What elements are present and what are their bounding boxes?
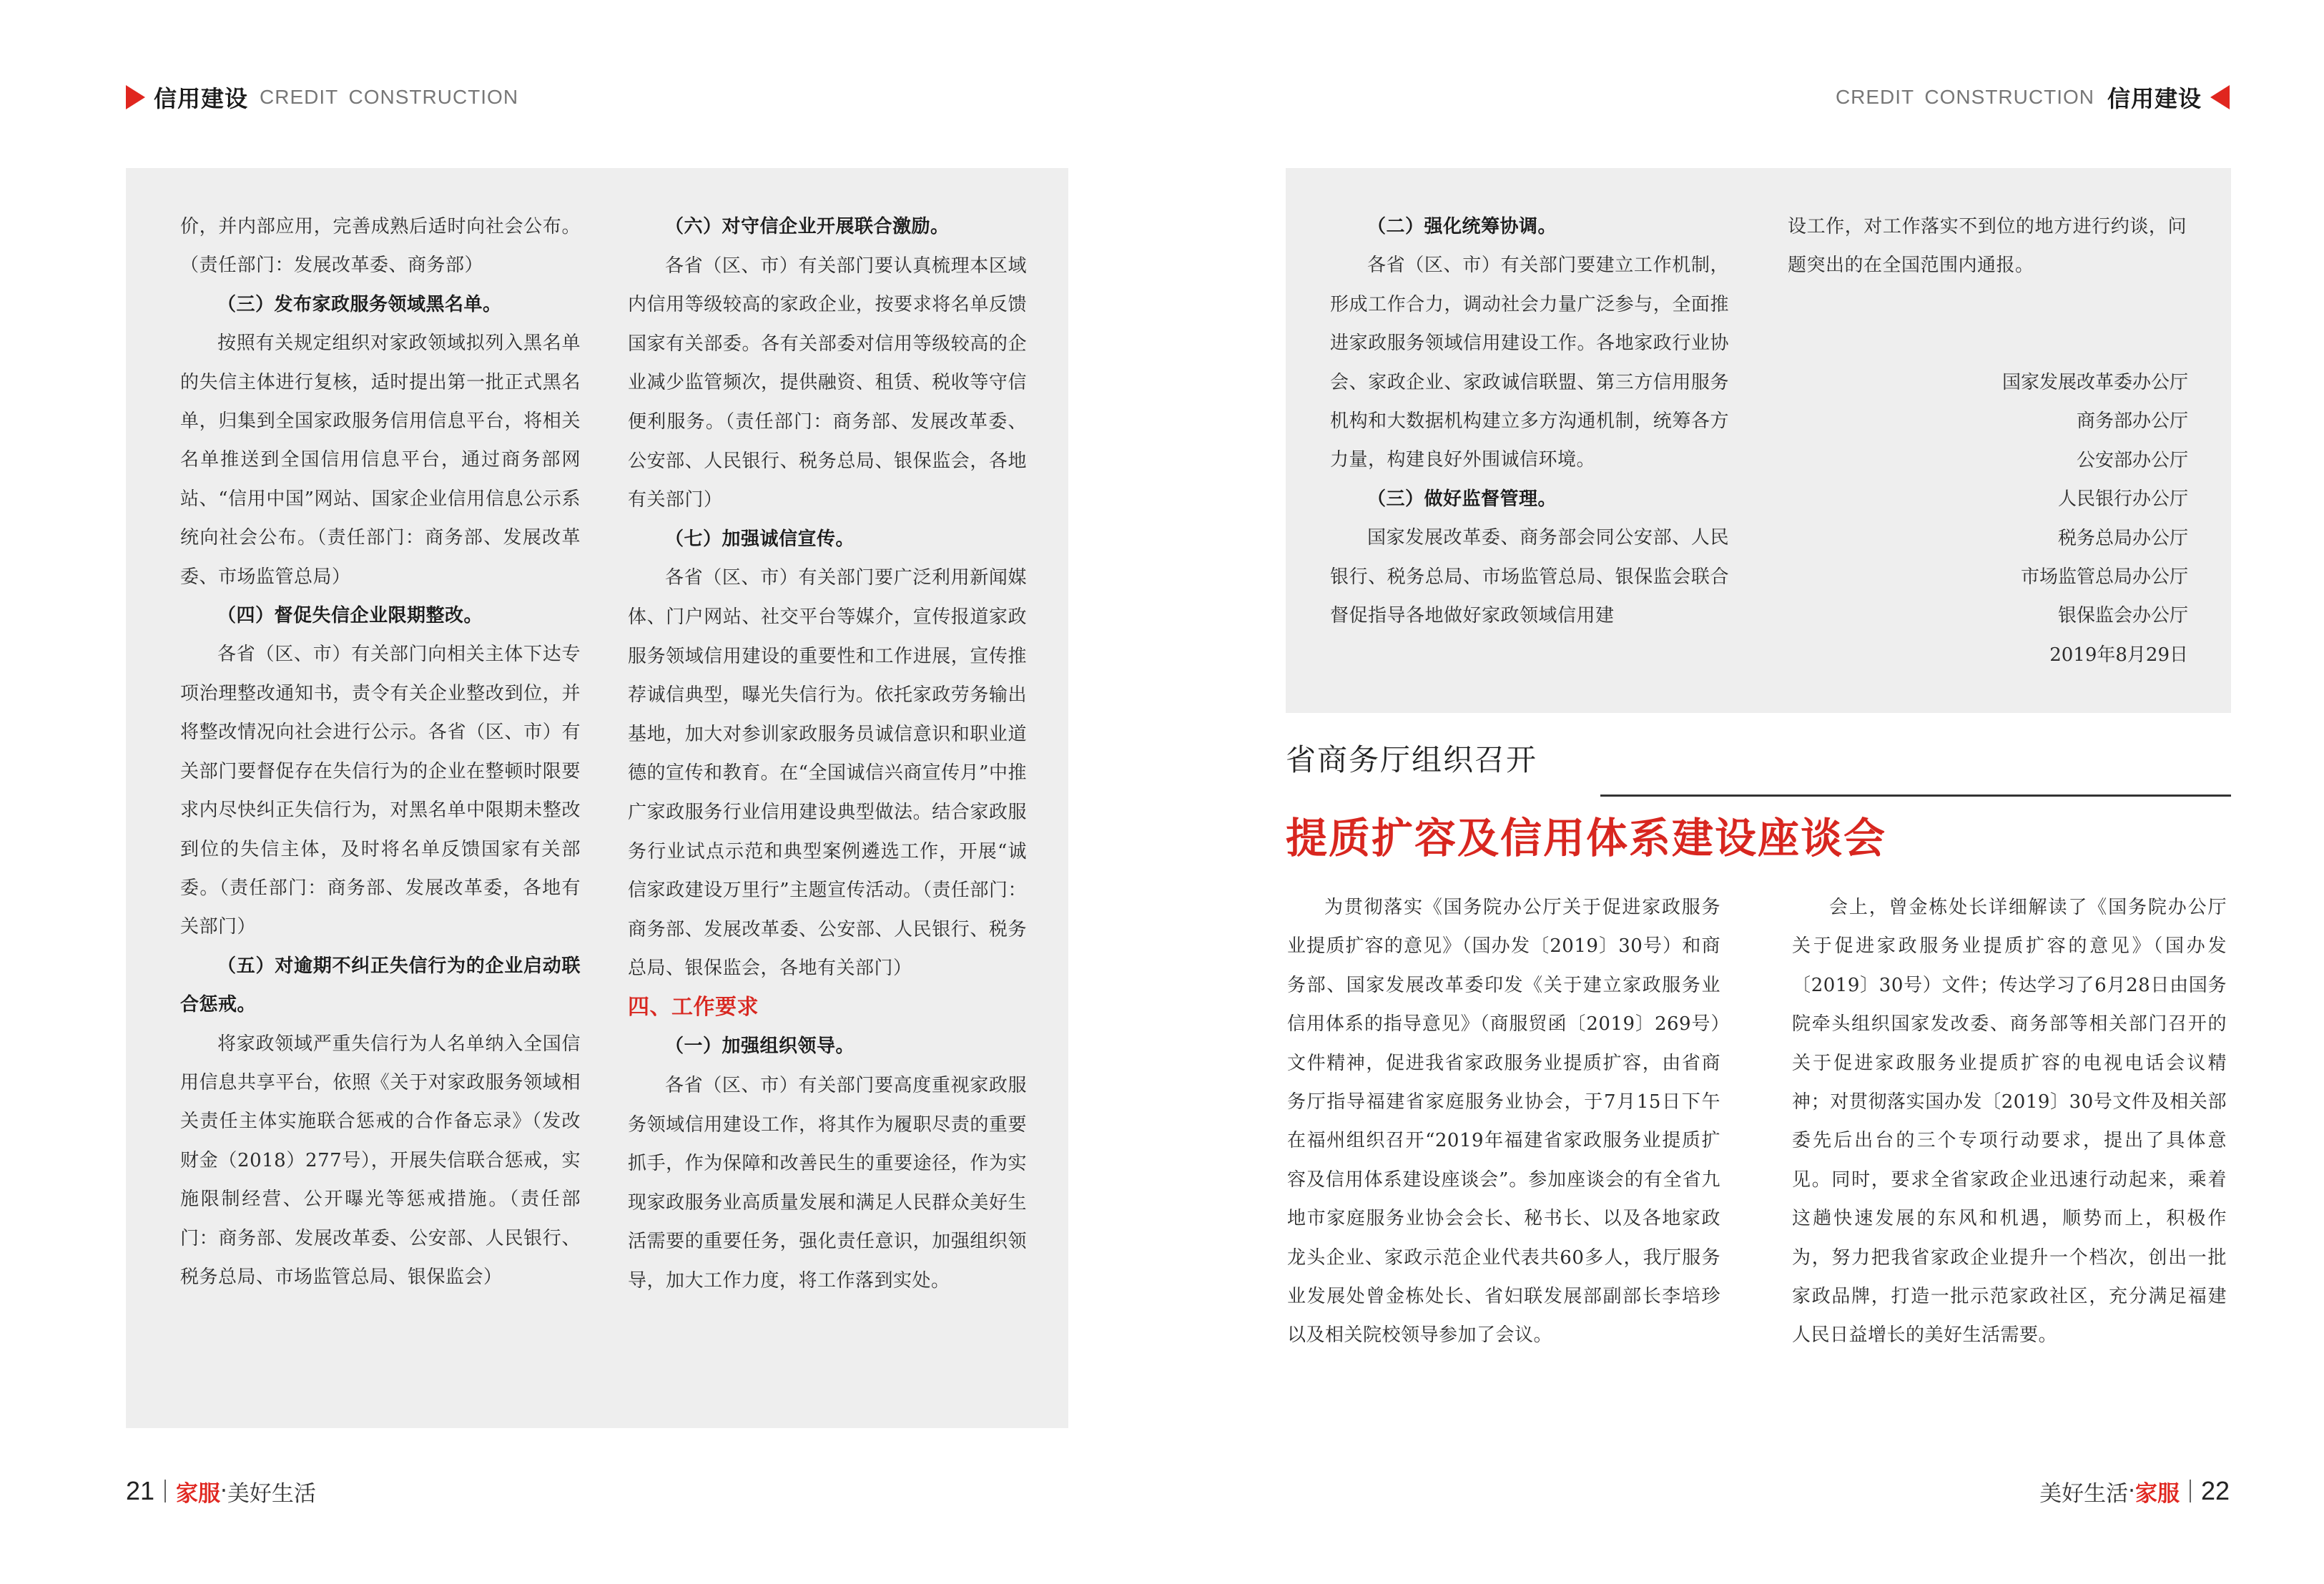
section-title-cn: 信用建设 [154,85,249,112]
left-page-column-2 [628,207,1027,1301]
signature-line: 商务部办公厅 [2076,410,2188,433]
paragraph: 会上，曾金栋处长详细解读了《国务院办公厅关于促进家政服务业提质扩容的意见》（国办发〔2019〕30号）文件；传达学习了6月28日由国务院牵头组织国家发改委、商务部等相关部门召开的关于促进家政服务业提质扩容的电视电话会议精神；对贯彻落实国办发〔2019〕30号文件及相关部委先后出台的三个专项行动要求，提出了具体意见。同时，要求全省家政企业迅速行动起来，乘着这趟快速发展的东风和机遇，顺势而上，积极作为，努力把我省家政企业提升一个档次，创出一批家政品牌，打造一批示范家政社区，充分满足福建人民日益增长的美好生活需要。 [1792,897,2227,1347]
footer-divider [164,1480,166,1502]
signature-line: 市场监管总局办公厅 [2020,566,2188,589]
signature-date: 2019年8月29日 [2049,644,2188,666]
paragraph: 各省（区、市）有关部门要认真梳理本区域内信用等级较高的家政企业，按要求将名单反馈国家有关部委。各有关部委对信用等级较高的企业减少监管频次，提供融资、租赁、税收等守信便利服务。（责任部门：商务部、发展改革委、公安部、人民银行、税务总局、银保监会，各地有关部门） [628,255,1027,511]
right-page-column-2 [1788,207,2187,285]
signature-line: 银保监会办公厅 [2057,605,2188,627]
subheading: （一）加强组织领导。 [665,1035,855,1058]
footer-divider [2190,1480,2191,1502]
section-title-cn: 信用建设 [2107,85,2202,112]
magazine-brand: 家服 [2135,1480,2180,1507]
signature-block [1831,363,2188,674]
brand-separator: · [220,1478,227,1504]
article-column-2 [1792,888,2227,1355]
signature-line: 国家发展改革委办公厅 [2002,372,2188,393]
article-column-1 [1287,888,1720,1355]
footer-left [126,1473,316,1509]
header-left [126,79,518,116]
magazine-brand: 家服 [176,1480,221,1507]
header-right [1836,79,2230,116]
paragraph: 为贯彻落实《国务院办公厅关于促进家政服务业提质扩容的意见》（国办发〔2019〕30号）和商务部、国家发展改革委印发《关于建立家政服务业信用体系的指导意见》（商服贸函〔2019〕269号）文件精神，促进我省家政服务业提质扩容，由省商务厅指导福建省家庭服务业协会，于7月15日下午在福州组织召开“2019年福建省家政服务业提质扩容及信用体系建设座谈会”。参加座谈会的有全省九地市家庭服务业协会会长、秘书长、以及各地家政龙头企业、家政示范企业代表共60多人，我厅服务业发展处曾金栋处长、省妇联发展部副部长李培珍以及相关院校领导参加了会议。 [1287,897,1720,1347]
section-title-en: CREDIT CONSTRUCTION [260,86,519,108]
paragraph: 各省（区、市）有关部门要建立工作机制，形成工作合力，调动社会力量广泛参与，全面推进家政服务领域信用建设工作。各地家政行业协会、家政企业、家政诚信联盟、第三方信用服务机构和大数据机构建立多方沟通机制，统筹各方力量，构建良好外围诚信环境。 [1330,255,1729,471]
subheading: （六）对守信企业开展联合激励。 [665,216,950,237]
paragraph: 按照有关规定组织对家政领域拟列入黑名单的失信主体进行复核，适时提出第一批正式黑名单，归集到全国家政服务信用信息平台，将相关名单推送到全国信用信息平台，通过商务部网站、“信用中国”网站、国家企业信用信息公示系统向社会公布。（责任部门：商务部、发展改革委、市场监管总局） [180,333,581,588]
brand-separator: · [2128,1478,2135,1504]
triangle-left-icon [2210,85,2230,109]
page-number: 22 [2200,1476,2230,1505]
paragraph: 价，并内部应用，完善成熟后适时向社会公布。（责任部门：发展改革委、商务部） [180,216,581,277]
page-number: 21 [126,1476,155,1505]
section-title-en: CREDIT CONSTRUCTION [1835,86,2094,108]
article-kicker: 省商务厅组织召开 [1286,742,1538,777]
divider-rule [1600,795,2231,797]
footer-right [2039,1473,2230,1509]
signature-line: 税务总局办公厅 [2057,527,2188,549]
paragraph: 各省（区、市）有关部门向相关主体下达专项治理整改通知书，责令有关企业整改到位，并将整改情况向社会进行公示。各省（区、市）有关部门要督促存在失信行为的企业在整顿时限要求内尽快纠正失信行为，对黑名单中限期未整改到位的失信主体，及时将名单反馈国家有关部委。（责任部门：商务部、发展改革委，各地有关部门） [180,644,581,938]
subheading: （七）加强诚信宣传。 [665,528,855,550]
paragraph: 设工作，对工作落实不到位的地方进行约谈，问题突出的在全国范围内通报。 [1788,216,2187,277]
paragraph: 将家政领域严重失信行为人名单纳入全国信用信息共享平台，依照《关于对家政服务领域相关责任主体实施联合惩戒的合作备忘录》（发改财金（2018）277号），开展失信联合惩戒，实施限制经营、公开曝光等惩戒措施。（责任部门：商务部、发展改革委、公安部、人民银行、税务总局、市场监管总局、银保监会） [180,1033,581,1288]
magazine-tagline: 美好生活 [227,1480,316,1507]
magazine-tagline: 美好生活 [2039,1480,2129,1507]
subheading: （四）督促失信企业限期整改。 [217,605,483,627]
signature-line: 公安部办公厅 [2076,449,2188,471]
paragraph: 国家发展改革委、商务部会同公安部、人民银行、税务总局、市场监管总局、银保监会联合督促指导各地做好家政领域信用建 [1330,527,1729,627]
paragraph: 各省（区、市）有关部门要高度重视家政服务领域信用建设工作，将其作为履职尽责的重要抓手，作为保障和改善民生的重要途径，作为实现家政服务业高质量发展和满足人民群众美好生活需要的重要任务，强化责任意识，加强组织领导，加大工作力度，将工作落到实处。 [628,1075,1027,1292]
subheading: （二）强化统筹协调。 [1367,216,1557,237]
signature-line: 人民银行办公厅 [2057,488,2188,511]
paragraph: 各省（区、市）有关部门要广泛利用新闻媒体、门户网站、社交平台等媒介，宣传报道家政服务领域信用建设的重要性和工作进展，宣传推荐诚信典型，曝光失信行为。依托家政劳务输出基地，加大对参训家政服务员诚信意识和职业道德的宣传和教育。在“全国诚信兴商宣传月”中推广家政服务行业信用建设典型做法。结合家政服务行业试点示范和典型案例遴选工作，开展“诚信家政建设万里行”主题宣传活动。（责任部门：商务部、发展改革委、公安部、人民银行、税务总局、银保监会，各地有关部门） [628,567,1027,980]
subheading: （三）发布家政服务领域黑名单。 [217,293,502,315]
left-page-column-1 [180,207,581,1297]
article-title: 提质扩容及信用体系建设座谈会 [1286,814,1887,862]
right-page-column-1 [1330,207,1729,635]
section-heading: 四、工作要求 [628,994,759,1020]
triangle-right-icon [126,85,145,109]
subheading: （五）对逾期不纠正失信行为的企业启动联合惩戒。 [180,955,581,1016]
subheading: （三）做好监督管理。 [1367,488,1557,510]
